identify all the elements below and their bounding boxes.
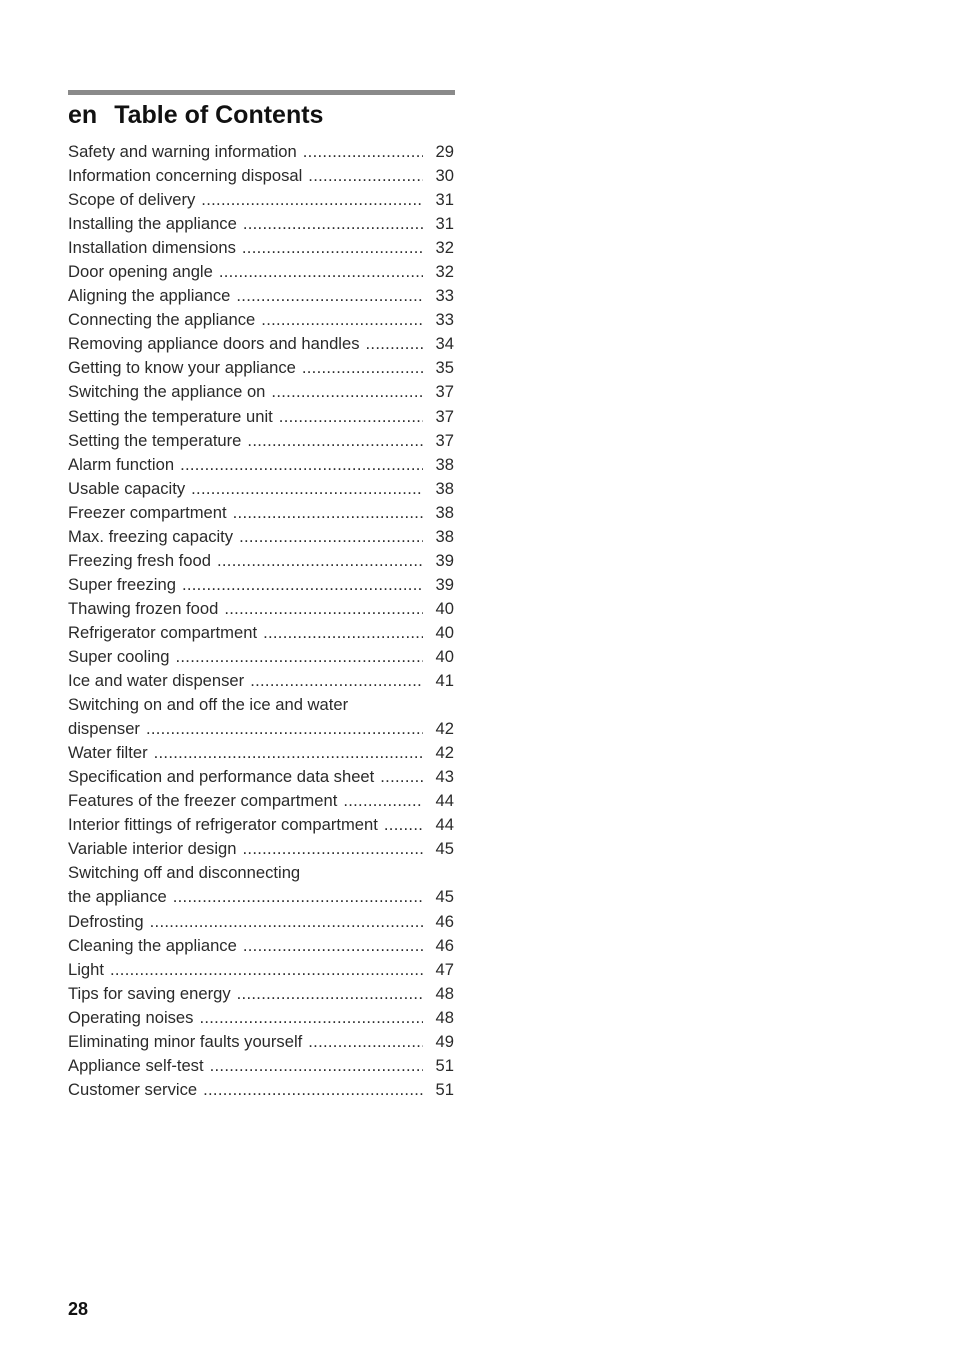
toc-entry-row [68, 813, 454, 837]
toc-entry-page: 47 [435, 959, 454, 979]
toc-entry-title: Getting to know your appliance [68, 358, 296, 378]
toc-entry-page: 38 [435, 478, 454, 498]
toc-entry-row [68, 621, 454, 645]
toc-entry-row [68, 1054, 454, 1078]
toc-entry-title: Installation dimensions [68, 238, 236, 258]
toc-entry-page: 51 [435, 1055, 454, 1075]
page-title: Table of Contents [114, 101, 324, 129]
toc-entry-title: Ice and water dispenser [68, 671, 245, 691]
toc-entry-row [68, 573, 454, 597]
toc-entry[interactable] [68, 1030, 454, 1054]
toc-entry[interactable] [68, 910, 454, 934]
toc-entry-page: 38 [435, 454, 454, 474]
toc-entry-page: 35 [435, 358, 454, 378]
toc-entry-title: Defrosting [68, 911, 144, 931]
toc-entry-row [68, 453, 454, 477]
toc-entry[interactable] [68, 164, 454, 188]
toc-entry-title: Thawing frozen food [68, 598, 219, 618]
language-code: en [68, 101, 98, 129]
toc-entry-title: Super freezing [68, 574, 176, 594]
toc-entry-row [68, 885, 454, 909]
toc-entry-page: 42 [435, 719, 454, 739]
toc-entry[interactable] [68, 813, 454, 837]
toc-entry[interactable] [68, 597, 454, 621]
toc-entry-row [68, 958, 454, 982]
toc-entry-row [68, 669, 454, 693]
dot-leader [236, 284, 423, 308]
toc-entry-title: Switching the appliance on [68, 382, 266, 402]
toc-entry-title-line: Switching off and disconnecting [68, 863, 301, 883]
toc-entry-page: 40 [435, 646, 454, 666]
toc-entry[interactable] [68, 260, 454, 284]
toc-entry-title: Water filter [68, 743, 148, 763]
toc-entry-row [68, 982, 454, 1006]
toc-entry-row [68, 597, 454, 621]
toc-entry-page: 33 [435, 286, 454, 306]
dot-leader [224, 597, 423, 621]
toc-entry-row [68, 212, 454, 236]
toc-entry[interactable] [68, 453, 454, 477]
dot-leader [154, 741, 423, 765]
toc-entry-page: 37 [435, 406, 454, 426]
toc-entry[interactable] [68, 356, 454, 380]
toc-entry-page: 31 [435, 214, 454, 234]
toc-entry-title: Setting the temperature unit [68, 406, 273, 426]
toc-entry[interactable] [68, 621, 454, 645]
toc-entry-page: 37 [435, 430, 454, 450]
toc-entry[interactable] [68, 429, 454, 453]
toc-entry-title: Freezer compartment [68, 502, 227, 522]
toc-entry-row [68, 429, 454, 453]
toc-entry-row [68, 284, 454, 308]
toc-entry-title: Appliance self-test [68, 1055, 204, 1075]
toc-entry-row [68, 405, 454, 429]
toc-entry[interactable] [68, 934, 454, 958]
dot-leader [243, 934, 423, 958]
toc-entry-title: Aligning the appliance [68, 286, 231, 306]
toc-entry-title: Max. freezing capacity [68, 526, 234, 546]
dot-leader [261, 308, 423, 332]
toc-entry-row [68, 837, 454, 861]
heading-rule [68, 90, 455, 95]
toc-entry-page: 38 [435, 526, 454, 546]
dot-leader [217, 549, 423, 573]
toc-entry-row [68, 356, 454, 380]
dot-leader [242, 236, 423, 260]
toc-entry-title: the appliance [68, 887, 167, 907]
dot-leader [279, 405, 423, 429]
dot-leader [219, 260, 423, 284]
dot-leader [271, 380, 423, 404]
toc-entry[interactable] [68, 332, 454, 356]
toc-entry-row [68, 525, 454, 549]
toc-entry-page: 38 [435, 502, 454, 522]
toc-entry[interactable] [68, 693, 454, 741]
toc-entry-title: Variable interior design [68, 839, 237, 859]
toc-entry-row [68, 741, 454, 765]
toc-entry-title: Cleaning the appliance [68, 935, 237, 955]
toc-entry-title: Scope of delivery [68, 190, 196, 210]
toc-entry-page: 44 [435, 791, 454, 811]
toc-entry-row [68, 188, 454, 212]
toc-entry-row [68, 140, 454, 164]
dot-leader [380, 765, 423, 789]
toc-entry[interactable] [68, 525, 454, 549]
toc-entry-title: Customer service [68, 1079, 198, 1099]
toc-entry-title: Features of the freezer compartment [68, 791, 338, 811]
dot-leader [384, 813, 423, 837]
toc-entry-row [68, 236, 454, 260]
dot-leader [191, 477, 423, 501]
toc-entry[interactable] [68, 861, 454, 909]
toc-entry-title: Eliminating minor faults yourself [68, 1031, 303, 1051]
toc-entry-title: Safety and warning information [68, 142, 297, 161]
toc-entry-page: 30 [435, 166, 454, 186]
toc-entry[interactable] [68, 284, 454, 308]
toc-entry-title: Information concerning disposal [68, 166, 303, 186]
page-number: 28 [68, 1299, 89, 1319]
dot-leader [247, 429, 423, 453]
toc-entry-page: 44 [435, 815, 454, 835]
toc-entry[interactable] [68, 477, 454, 501]
dot-leader [201, 188, 423, 212]
toc-entry-row [68, 380, 454, 404]
toc-entry[interactable] [68, 645, 454, 669]
toc-entry-page: 42 [435, 743, 454, 763]
toc-entry-page: 40 [435, 598, 454, 618]
toc-entry[interactable] [68, 549, 454, 573]
toc-entry-row [68, 1030, 454, 1054]
dot-leader [237, 982, 423, 1006]
toc-entry[interactable] [68, 1006, 454, 1030]
toc-entry[interactable] [68, 501, 454, 525]
dot-leader [180, 453, 423, 477]
toc-entry-page: 46 [435, 911, 454, 931]
toc-entry-title: Tips for saving energy [68, 983, 231, 1003]
toc-entry[interactable] [68, 837, 454, 861]
toc-entry-row [68, 765, 454, 789]
dot-leader [239, 525, 423, 549]
dot-leader [308, 164, 423, 188]
toc-entry[interactable] [68, 140, 454, 164]
dot-leader [150, 910, 423, 934]
toc-entry-row [68, 717, 454, 741]
toc-entry-page: 32 [435, 238, 454, 258]
toc-entry-title: Super cooling [68, 646, 170, 666]
toc-entry[interactable] [68, 188, 454, 212]
dot-leader [199, 1006, 423, 1030]
toc-entry-row [68, 164, 454, 188]
toc-entry[interactable] [68, 669, 454, 693]
dot-leader [146, 717, 423, 741]
toc-entry-page: 49 [435, 1031, 454, 1051]
toc-entry-row [68, 1078, 454, 1102]
dot-leader [210, 1054, 423, 1078]
toc-entry-page: 37 [435, 382, 454, 402]
dot-leader [263, 621, 423, 645]
toc-entry[interactable] [68, 1078, 454, 1102]
dot-leader [250, 669, 423, 693]
toc-entry-page: 33 [435, 310, 454, 330]
toc-entry-page: 41 [435, 671, 454, 691]
toc-entry[interactable] [68, 1054, 454, 1078]
table-of-contents [68, 140, 454, 1102]
toc-entry[interactable] [68, 573, 454, 597]
toc-entry-row [68, 1006, 454, 1030]
toc-entry-title: Installing the appliance [68, 214, 237, 234]
toc-entry-title: Freezing fresh food [68, 550, 211, 570]
toc-entry[interactable] [68, 380, 454, 404]
toc-entry-page: 51 [435, 1079, 454, 1099]
dot-leader [303, 140, 423, 164]
toc-entry-title: Light [68, 959, 104, 979]
toc-entry[interactable] [68, 765, 454, 789]
toc-entry-row [68, 477, 454, 501]
toc-entry-title: Specification and performance data sheet [68, 767, 375, 787]
toc-entry-page: 48 [435, 1007, 454, 1027]
toc-entry-row [68, 789, 454, 813]
toc-entry-title: Usable capacity [68, 478, 186, 498]
dot-leader [243, 837, 424, 861]
dot-leader [173, 885, 423, 909]
toc-entry[interactable] [68, 405, 454, 429]
toc-entry-title: dispenser [68, 719, 140, 739]
toc-entry-row [68, 645, 454, 669]
toc-entry-page: 43 [435, 767, 454, 787]
toc-entry[interactable] [68, 741, 454, 765]
toc-entry[interactable] [68, 789, 454, 813]
toc-entry[interactable] [68, 212, 454, 236]
dot-leader [243, 212, 423, 236]
toc-entry-row [68, 501, 454, 525]
toc-entry-page: 32 [435, 262, 454, 282]
toc-entry-title: Interior fittings of refrigerator compartment [68, 815, 378, 835]
toc-entry-page: 39 [435, 550, 454, 570]
toc-entry[interactable] [68, 958, 454, 982]
toc-entry-title: Setting the temperature [68, 430, 242, 450]
toc-entry-page: 45 [435, 887, 454, 907]
toc-entry-title: Removing appliance doors and handles [68, 334, 360, 354]
toc-entry-row [68, 332, 454, 356]
dot-leader [182, 573, 423, 597]
toc-entry-page: 48 [435, 983, 454, 1003]
toc-entry-title: Alarm function [68, 454, 175, 474]
dot-leader [175, 645, 423, 669]
toc-entry-row [68, 260, 454, 284]
toc-entry[interactable] [68, 308, 454, 332]
toc-entry-title: Door opening angle [68, 262, 213, 282]
toc-entry-row [68, 549, 454, 573]
toc-entry-title: Refrigerator compartment [68, 622, 258, 642]
toc-entry-page: 46 [435, 935, 454, 955]
toc-entry[interactable] [68, 982, 454, 1006]
toc-entry-page: 31 [435, 190, 454, 210]
dot-leader [110, 958, 423, 982]
dot-leader [203, 1078, 423, 1102]
toc-entry-page: 40 [435, 622, 454, 642]
toc-entry-page: 45 [435, 839, 454, 859]
toc-entry-row [68, 934, 454, 958]
dot-leader [233, 501, 423, 525]
toc-entry-page: 34 [435, 334, 454, 354]
toc-entry-row [68, 308, 454, 332]
page-heading [68, 99, 468, 131]
dot-leader [302, 356, 423, 380]
toc-entry-page: 29 [435, 142, 454, 161]
toc-entry[interactable] [68, 236, 454, 260]
toc-entry-page: 39 [435, 574, 454, 594]
toc-entry-title: Operating noises [68, 1007, 194, 1027]
toc-entry-title: Connecting the appliance [68, 310, 256, 330]
dot-leader [308, 1030, 423, 1054]
dot-leader [343, 789, 423, 813]
toc-entry-row [68, 910, 454, 934]
toc-entry-title-line: Switching on and off the ice and water [68, 695, 349, 715]
dot-leader [366, 332, 423, 356]
